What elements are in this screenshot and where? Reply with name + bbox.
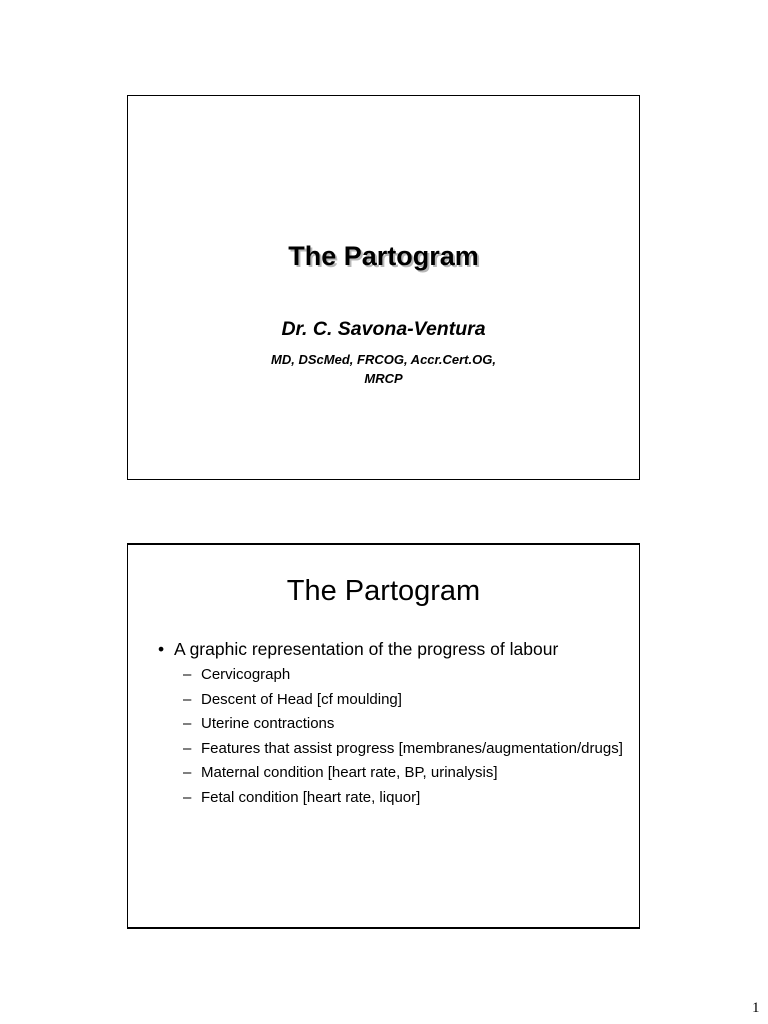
- author-credentials: [128, 350, 639, 388]
- slide-2-content: [127, 543, 640, 929]
- bullet-list: [158, 637, 628, 813]
- author-name: Dr. C. Savona-Ventura: [281, 318, 486, 340]
- bullet-text: A graphic representation of the progress of labour: [174, 639, 559, 659]
- bullet-item: [158, 637, 628, 808]
- sub-item-text: Descent of Head [cf moulding]: [201, 690, 402, 708]
- sub-item-cervicograph: [174, 665, 628, 685]
- dash-marker: –: [183, 788, 192, 806]
- sub-item-text: Maternal condition [heart rate, BP, urinalysis]: [201, 764, 498, 782]
- slide-2-heading: The Partogram: [286, 575, 481, 607]
- dash-marker: –: [183, 690, 192, 708]
- credentials-line-2: MRCP: [364, 371, 403, 386]
- sub-item-text: Uterine contractions: [201, 715, 335, 733]
- page-number: 1: [752, 1000, 760, 1016]
- sub-item-fetal: [174, 788, 628, 808]
- sub-item-descent: [174, 690, 628, 710]
- slide-1-heading: The Partogram: [288, 241, 479, 271]
- dash-marker: –: [183, 666, 192, 683]
- credentials-line-1: MD, DScMed, FRCOG, Accr.Cert.OG,: [271, 352, 496, 367]
- slide-1-title: [127, 95, 640, 480]
- dash-marker: –: [183, 764, 192, 782]
- sub-list: [174, 665, 628, 808]
- sub-item-features: [174, 739, 628, 759]
- dash-marker: –: [183, 715, 192, 733]
- sub-item-text: Cervicograph: [201, 666, 291, 683]
- sub-item-text: Features that assist progress [membranes/augmentation/drugs]: [201, 739, 623, 757]
- dash-marker: –: [183, 739, 192, 757]
- sub-item-text: Fetal condition [heart rate, liquor]: [201, 788, 421, 806]
- bullet-marker: •: [158, 639, 165, 659]
- sub-item-maternal: [174, 763, 628, 783]
- sub-item-contractions: [174, 714, 628, 734]
